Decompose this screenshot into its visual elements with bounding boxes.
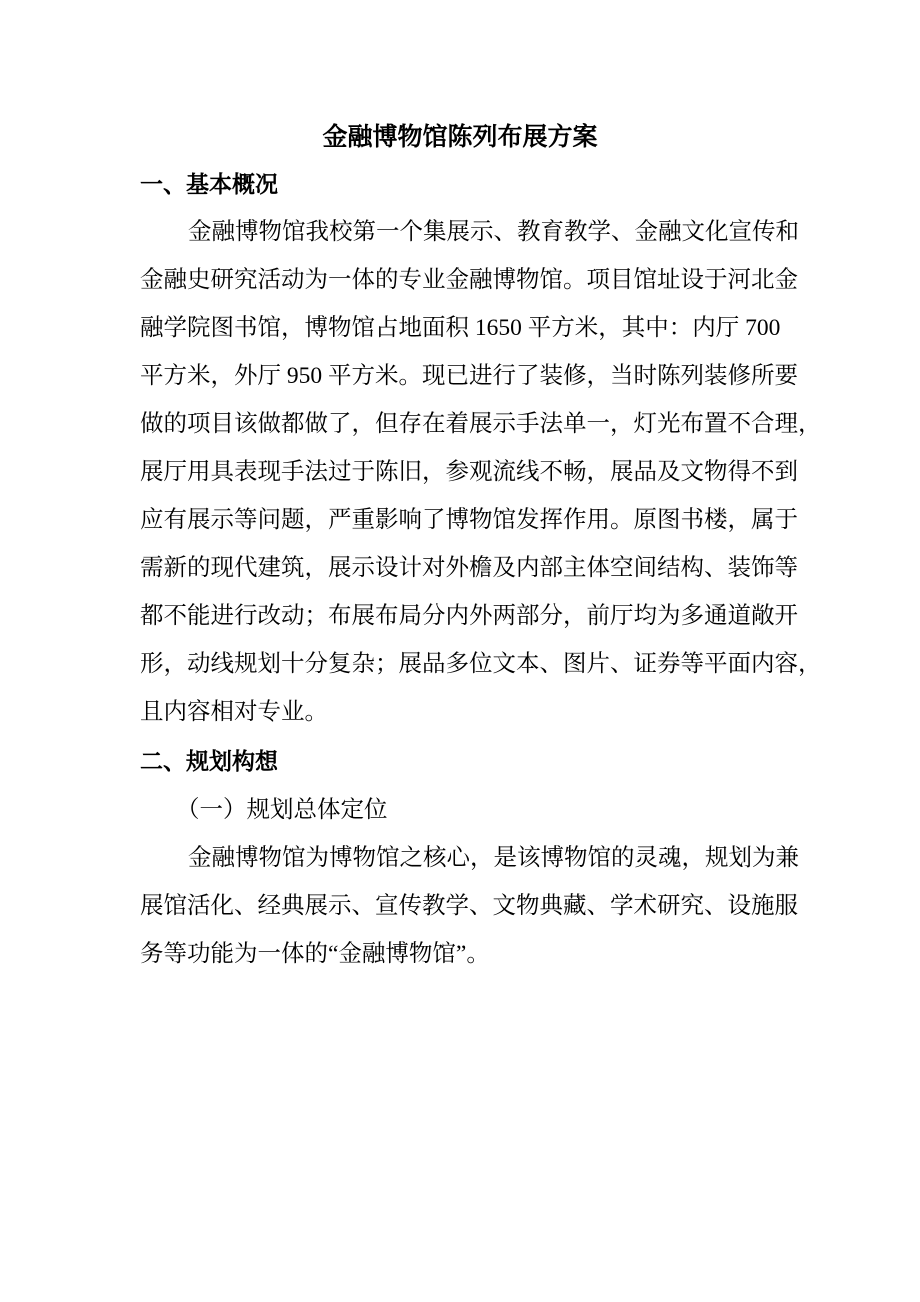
paragraph-line: 都不能进行改动；布展布局分内外两部分，前厅均为多通道敞开 [140, 603, 798, 629]
section-heading-planning: 二、规划构想 [140, 749, 278, 774]
paragraph-line: 金融史研究活动为一体的专业金融博物馆。项目馆址设于河北金 [140, 267, 798, 293]
paragraph-line: 做的项目该做都做了，但存在着展示手法单一，灯光布置不合理， [140, 411, 822, 437]
paragraph-line: 金融博物馆我校第一个集展示、教育教学、金融文化宣传和 [188, 219, 799, 245]
paragraph-line: 融学院图书馆，博物馆占地面积 1650 平方米，其中：内厅 700 [140, 315, 781, 341]
paragraph-line: 应有展示等问题，严重影响了博物馆发挥作用。原图书楼，属于 [140, 507, 798, 533]
paragraph-line: 需新的现代建筑，展示设计对外檐及内部主体空间结构、装饰等 [140, 555, 798, 581]
document-title: 金融博物馆陈列布展方案 [322, 124, 598, 151]
paragraph-line: 且内容相对专业。 [140, 699, 328, 725]
subsection-heading: （一）规划总体定位 [176, 797, 388, 823]
section-heading-overview: 一、基本概况 [140, 172, 278, 197]
paragraph-line: 展厅用具表现手法过于陈旧，参观流线不畅，展品及文物得不到 [140, 459, 798, 485]
paragraph-line: 形，动线规划十分复杂；展品多位文本、图片、证券等平面内容， [140, 651, 822, 677]
paragraph-line: 金融博物馆为博物馆之核心，是该博物馆的灵魂，规划为兼 [188, 845, 799, 871]
paragraph-line: 平方米，外厅 950 平方米。现已进行了装修，当时陈列装修所要 [140, 363, 798, 389]
paragraph-line: 务等功能为一体的“金融博物馆”。 [140, 941, 490, 967]
paragraph-line: 展馆活化、经典展示、宣传教学、文物典藏、学术研究、设施服 [140, 893, 798, 919]
